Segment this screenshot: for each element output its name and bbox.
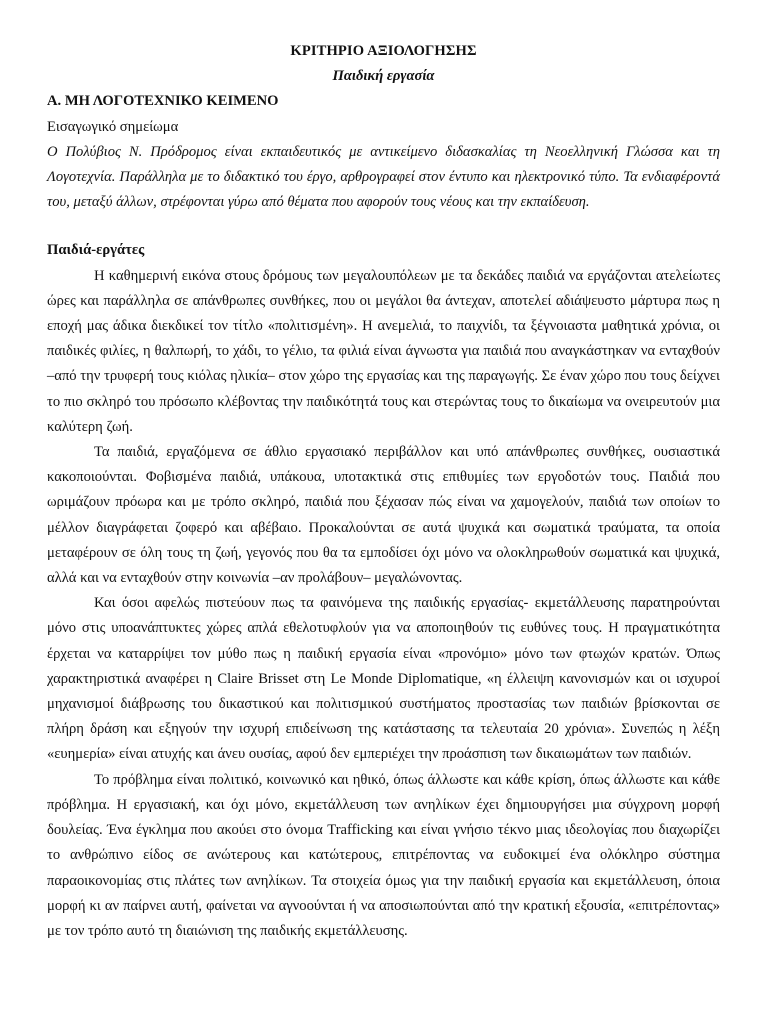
article-title: Παιδιά-εργάτες (47, 242, 145, 259)
paragraph-4: Το πρόβλημα είναι πολιτικό, κοινωνικό και ηθικό, όπως άλλωστε και κάθε κρίση, όπως άλλωστε και κάθε πρόβλημα. Η εργασιακή, και όχι μόνο, εκμετάλλευση των ανηλίκων έχει δημιουργήσει μια σύγχρονη μορφή δουλείας. Ένα έγκλημα που ακούει στο όνομα Trafficking και είναι γνήσιο τέκνο μιας ιδεολογίας που διαχωρίζει το ανθρώπινο είδος σε ανώτερους και κατώτερους, επιτρέποντας να ευδοκιμεί ένα ολόκληρο σύστημα παραοικονομίας στις πλάτες των ανηλίκων. Τα στοιχεία όμως για την παιδική εργασία και εκμετάλλευση, όποια μορφή κι αν παίρνει αυτή, φαίνεται να αγνοούνται ή να αποσιωπούνται από την κρατική εξουσία, «επιτρέποντας» με τον τρόπο αυτό τη διαιώνιση της παιδικής εκμετάλλευσης. (47, 771, 720, 939)
document-subtitle: Παιδική εργασία (332, 68, 435, 85)
document-title: ΚΡΙΤΗΡΙΟ ΑΞΙΟΛΟΓΗΣΗΣ (290, 43, 477, 59)
paragraph-1: Η καθημερινή εικόνα στους δρόμους των μεγαλουπόλεων με τα δεκάδες παιδιά να εργάζονται ατελείωτες ώρες και παράλληλα σε απάνθρωπες συνθήκες, που οι μεγάλοι θα άντεχαν, αποτελεί αδιάψευστο μάρτυρα πως η εποχή μας άδικα διεκδικεί τον τίτλο «πολιτισμένη». Η ανεμελιά, το παιχνίδι, τα ξέγνοιαστα μαθητικά χρόνια, οι παιδικές φιλίες, η θαλπωρή, το χάδι, το γέλιο, τα φιλιά είναι άγνωστα για παιδιά που αναγκάστηκαν να ενταχθούν –από την τρυφερή τους κιόλας ηλικία– στον χώρο της εργασίας και της παραγωγής. Σε έναν χώρο που τους δείχνει το πιο σκληρό του πρόσωπο κλέβοντας την παιδικότητά τους και στερώντας τους το δικαίωμα να ονειρευτούν μια καλύτερη ζωή. (47, 267, 720, 435)
paragraph-2: Τα παιδιά, εργαζόμενα σε άθλιο εργασιακό περιβάλλον και υπό απάνθρωπες συνθήκες, ουσιαστικά κακοποιούνται. Φοβισμένα παιδιά, υπάκουα, υποτακτικά στις επιθυμίες των εργοδοτών τους. Παιδιά που ωριμάζουν πρόωρα και με τρόπο σκληρό, παιδιά που ξέχασαν πώς είναι να χαμογελούν, παιδιά των οποίων το μέλλον διαγράφεται ζοφερό και αβέβαιο. Προκαλούνται σε αυτά ψυχικά και σωματικά τραύματα, τα οποία μεταφέρουν σε όλη τους τη ζωή, γεγονός που θα τα εμποδίσει όχι μόνο να ολοκληρωθούν σωματικά και ψυχικά, αλλά και να ενταχθούν στην κοινωνία –αν προλάβουν– μεγαλώνοντας. (47, 444, 720, 587)
intro-label: Εισαγωγικό σημείωμα (47, 118, 179, 135)
section-heading: Α. ΜΗ ΛΟΓΟΤΕΧΝΙΚΟ ΚΕΙΜΕΝΟ (47, 93, 279, 110)
paragraph-3: Και όσοι αφελώς πιστεύουν πως τα φαινόμενα της παιδικής εργασίας- εκμετάλλευσης παρατηρούνται μόνο στις υποανάπτυκτες χώρες απλά εθελοτυφλούν για να αποποιηθούν τις ευθύνες τους. Η πραγματικότητα έρχεται να καταρρίψει τον μύθο πως η παιδική εργασία είναι «προνόμιο» μόνο των φτωχών κρατών. Όπως χαρακτηριστικά αναφέρει η Claire Brisset στη Le Monde Diplomatique, «η έλλειψη κανονισμών και οι ισχυροί μηχανισμοί διάβρωσης του δικαστικού και πολιτισμικού συστήματος προστασίας των παιδιών βρίσκονται σε πλήρη δράση και εξηγούν την ισχυρή επιδείνωση της κατάστασης τα τελευταία 20 χρόνια». Συνεπώς η λέξη «ευημερία» είναι ατυχής και άνευ ουσίας, αφού δεν εμπεριέχει την προάσπιση των δικαιωμάτων των παιδιών. (47, 595, 720, 763)
intro-text: Ο Πολύβιος Ν. Πρόδρομος είναι εκπαιδευτικός με αντικείμενο διδασκαλίας τη Νεοελληνική Γλώσσα και τη Λογοτεχνία. Παράλληλα με το διδακτικό του έργο, αρθρογραφεί στον έντυπο και ηλεκτρονικό τύπο. Τα ενδιαφέροντά του, μεταξύ άλλων, στρέφονται γύρω από θέματα που αφορούν τους νέους και την εκπαίδευση. (47, 143, 720, 211)
